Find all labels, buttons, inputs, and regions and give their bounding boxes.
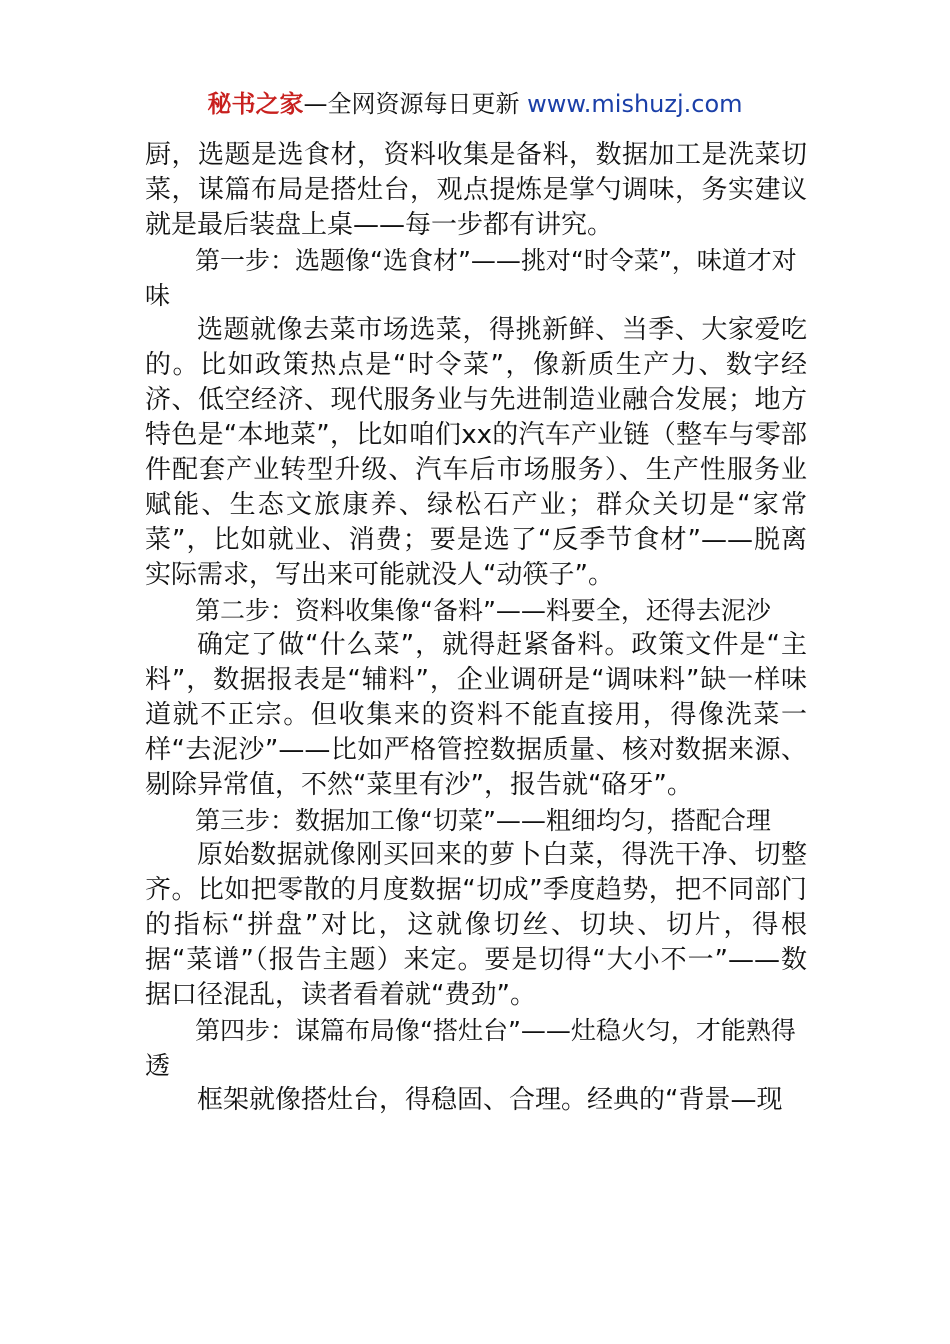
paragraph-step-one: 选题就像去菜市场选菜，得挑新鲜、当季、大家爱吃的。比如政策热点是“时令菜”，像新质生产力、数字经济、低空经济、现代服务业与先进制造业融合发展；地方特色是“本地菜”，比如咱们xx的汽车产业链（整车与零部件配套产业转型升级、汽车后市场服务）、生产性服务业赋能、生态文旅康养、绿松石产业；群众关切是“家常菜”，比如就业、消费；要是选了“反季节食材”——脱离实际需求，写出来可能就没人“动筷子”。 <box>145 315 807 590</box>
step-one-heading: 第一步：选题像“选食材”——挑对“时令菜”，味道才对味 <box>145 246 797 310</box>
site-header <box>0 86 950 122</box>
step-four-heading: 第四步：谋篇布局像“搭灶台”——灶稳火匀，才能熟得透 <box>145 1016 796 1080</box>
paragraph-step-three: 原始数据就像刚买回来的萝卜白菜，得洗干净、切整齐。比如把零散的月度数据“切成”季度趋势，把不同部门的指标“拼盘”对比，这就像切丝、切块、切片，得根据“菜谱”（报告主题）来定。要是切得“大小不一”——数据口径混乱，读者看着就“费劲”。 <box>145 840 807 1010</box>
site-url[interactable]: www.mishuzj.com <box>527 90 743 118</box>
step-three-heading: 第三步：数据加工像“切菜”——粗细均匀，搭配合理 <box>195 806 771 835</box>
paragraph-step-two: 确定了做“什么菜”，就得赶紧备料。政策文件是“主料”，数据报表是“辅料”，企业调研是“调味料”缺一样味道就不正宗。但收集来的资料不能直接用，得像洗菜一样“去泥沙”——比如严格管控数据质量、核对数据来源、剔除异常值，不然“菜里有沙”，报告就“硌牙”。 <box>145 630 807 800</box>
paragraph-step-four: 框架就像搭灶台，得稳固、合理。经典的“背景—现 <box>197 1085 783 1115</box>
brand-name: 秘书之家 <box>207 90 304 118</box>
header-tagline: —全网资源每日更新 <box>303 90 528 118</box>
paragraph-intro: 厨，选题是选食材，资料收集是备料，数据加工是洗菜切菜，谋篇布局是搭灶台，观点提炼是掌勺调味，务实建议就是最后装盘上桌——每一步都有讲究。 <box>145 140 807 240</box>
document-body <box>145 138 807 1118</box>
step-two-heading: 第二步：资料收集像“备料”——料要全，还得去泥沙 <box>195 596 771 625</box>
